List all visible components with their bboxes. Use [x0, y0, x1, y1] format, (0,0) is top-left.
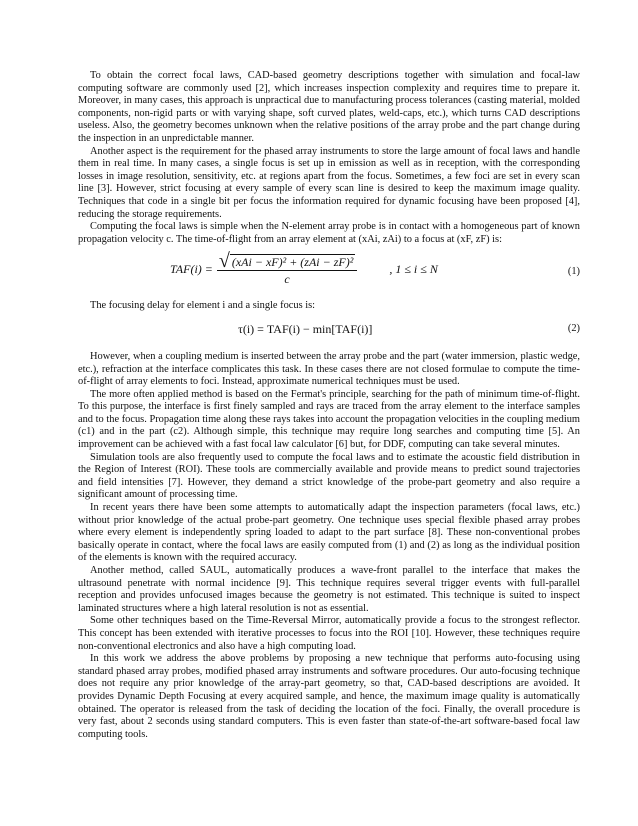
equation-1	[78, 252, 580, 296]
eq1-lhs: TAF(i) =	[170, 261, 213, 276]
focusing-delay-line: The focusing delay for element i and a single focus is:	[90, 300, 316, 312]
paragraph-3: Computing the focal laws is simple when the N-element array probe is in contact with a homogeneous part of known propagation velocity c. The time-of-flight from an array element at (xAi, zAi) to a focus at (xF, zF) is:	[78, 221, 580, 245]
sqrt-symbol: √	[218, 250, 230, 273]
equation-2	[78, 319, 580, 345]
eq1-numerator: (xAi − xF)² + (zAi − zF)²	[231, 255, 354, 270]
paragraph-1: To obtain the correct focal laws, CAD-based geometry descriptions together with simulation and focal-law computing software are commonly used [2], which increases inspection complexity and requires time to prepare it. Moreover, in many cases, this approach is unpractical due to manufacturing process tolerances (casting material, molded components, non-rigid parts or with varying shape, soft curved plates, weld-caps, etc.), which turns CAD descriptions useless. Also, the geometry becomes unknown when the relative positions of the array probe and the part change during the inspection in an unpredictable manner.	[78, 70, 580, 144]
paragraph-6: Simulation tools are also frequently used to compute the focal laws and to estimate the acoustic field distribution in the Region of Interest (ROI). These tools are commercially available and provide means to predict sound trajectories and field intensities [7]. However, they demand a strict knowledge of the probe-part geometry and also require a significant amount of processing time.	[78, 451, 580, 501]
paragraph-2: Another aspect is the requirement for the phased array instruments to store the large amount of focal laws and handle them in real time. In many cases, a single focus is set up in emission as well as in reception, with the corresponding losses in image resolution, sensitivity, etc. at regions apart from the focus. Sometimes, a few foci are set in every scan line [3]. However, strict focusing at every sample of every scan line is desired to keep the maximum image quality. Techniques that code in a single bit per focus the information required for dynamic focusing have been proposed [4], reducing the storage requirements.	[78, 145, 580, 220]
eq1-denominator: c	[284, 272, 290, 287]
eq1-condition: , 1 ≤ i ≤ N	[389, 261, 438, 276]
eq2-number: (2)	[567, 322, 580, 334]
paragraph-7: In recent years there have been some attempts to automatically adapt the inspection parameters (focal laws, etc.) without prior knowledge of the actual probe-part geometry. One technique uses special flexible phased array probes where every element is independently spring loaded to adapt to the part surface [8]. These non-conventional probes basically operate in contact, where the focal laws are easily computed from (1) and (2) as long as the individual position of the elements is known with the required accuracy.	[78, 502, 580, 564]
eq1-number: (1)	[567, 266, 580, 278]
paragraph-10: In this work we address the above problems by proposing a new technique that performs auto-focusing using standard phased array probes, modified phased array instruments and software procedures. Our auto-focusing technique does not require any prior knowledge of the array-part geometry, so that, CAD-based descriptions are avoided. It provides Dynamic Depth Focusing at every acquired sample, and hence, the maximum image quality is automatically obtained. The operator is released from the task of deciding the location of the foci. Finally, the overall procedure is very fast, about 2 seconds using standard computers. This is even faster than state-of-the-art software-based focal law computing tools.	[78, 653, 580, 740]
paragraph-9: Some other techniques based on the Time-Reversal Mirror, automatically provide a focus to the strongest reflector. This concept has been extended with iterative processes to focus into the ROI [10]. However, these techniques require non-conventional electronics and also have a high computing load.	[78, 615, 580, 652]
paragraph-5: The more often applied method is based on the Fermat's principle, searching for the path of minimum time-of-flight. To this purpose, the interface is first finely sampled and rays are traced from the array element to the interface samples and to the focus. Propagation time along these rays takes into account the propagation velocities in the coupling medium (c1) and in the part (c2). Although simple, this technique may require long searches and computing time [5]. An improvement can be achieved with a fast focal law calculator [6] but, for DDF, computing can take several minutes.	[78, 388, 580, 451]
paragraph-4: However, when a coupling medium is inserted between the array probe and the part (water immersion, plastic wedge, etc.), refraction at the interface complicates this task. In these cases there are not closed formulae to compute the time-of-flight of array elements to foci. Instead, approximate numerical techniques must be used.	[78, 350, 580, 388]
paragraph-8: Another method, called SAUL, automatically produces a wave-front parallel to the interface that makes the ultrasound penetrate with normal incidence [9]. This technique requires several trigger events with full-parallel reception and provides unfocused images because the geometry is not estimated. This technique is suited to inspect laminated structures where a high lateral resolution is not as essential.	[78, 565, 580, 614]
eq1-fraction	[217, 252, 357, 286]
eq2-expression: τ(i) = TAF(i) − min[TAF(i)]	[238, 321, 373, 336]
